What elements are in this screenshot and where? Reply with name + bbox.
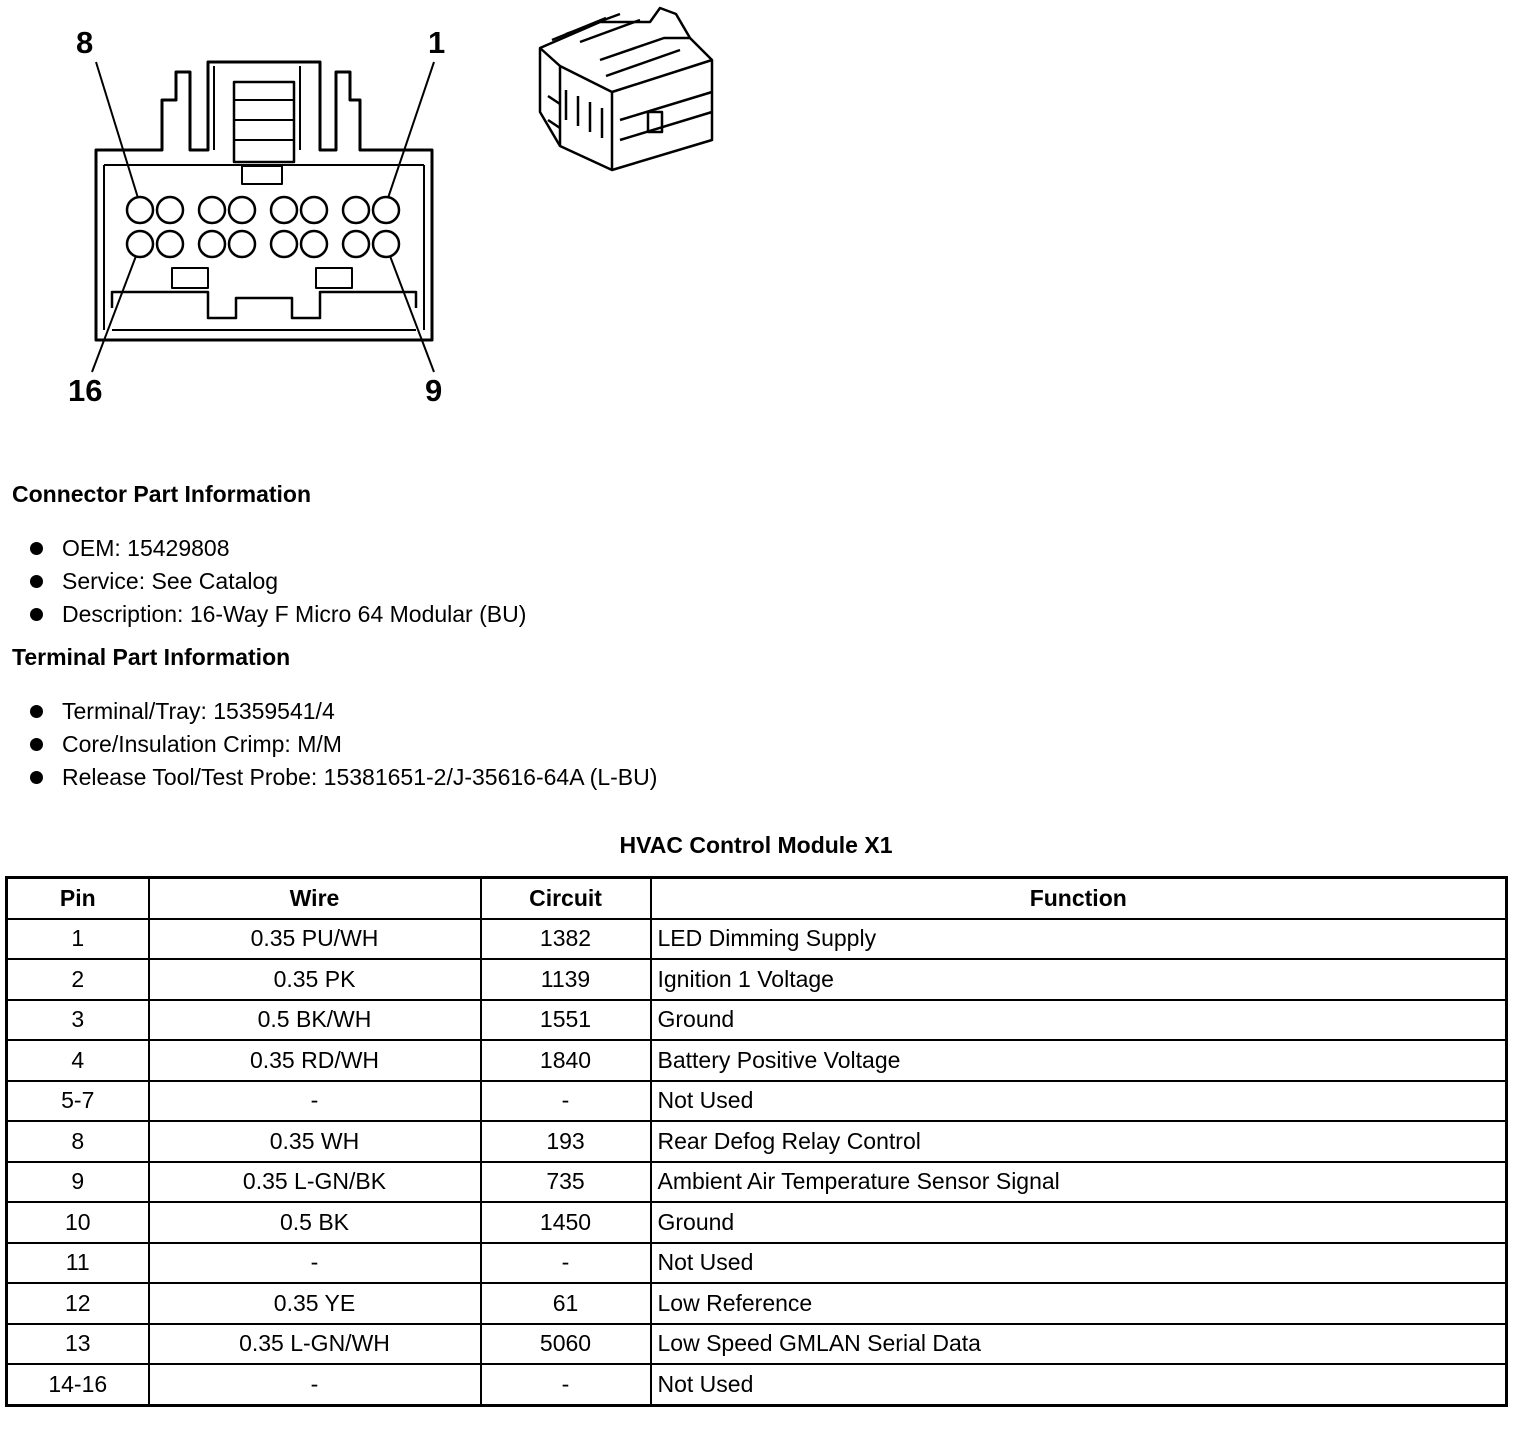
cell-pin: 11 [7, 1243, 149, 1284]
bullet-icon [30, 575, 43, 588]
cell-function: Not Used [651, 1243, 1507, 1284]
cell-wire: 0.5 BK [149, 1202, 481, 1243]
cell-function: Not Used [651, 1081, 1507, 1122]
terminal-crimp: Core/Insulation Crimp: M/M [62, 731, 342, 757]
cell-circuit: 1139 [481, 959, 651, 1000]
table-row [7, 1000, 1507, 1041]
cell-circuit: - [481, 1081, 651, 1122]
cell-circuit: - [481, 1364, 651, 1405]
cell-wire: - [149, 1364, 481, 1405]
cell-function: Battery Positive Voltage [651, 1040, 1507, 1081]
terminal-info-heading: Terminal Part Information [12, 644, 291, 670]
cell-wire: 0.5 BK/WH [149, 1000, 481, 1041]
cell-function: Ground [651, 1000, 1507, 1041]
cell-wire: 0.35 L-GN/WH [149, 1324, 481, 1365]
table-row [7, 1121, 1507, 1162]
table-row [7, 1283, 1507, 1324]
cell-wire: - [149, 1081, 481, 1122]
bullet-icon [30, 771, 43, 784]
header-function: Function [651, 878, 1507, 919]
cell-function: Ambient Air Temperature Sensor Signal [651, 1162, 1507, 1203]
header-pin: Pin [7, 878, 149, 919]
pinout-table [5, 876, 1508, 1407]
connector-oem: OEM: 15429808 [62, 535, 230, 561]
cell-wire: 0.35 PU/WH [149, 919, 481, 960]
cell-wire: 0.35 WH [149, 1121, 481, 1162]
pin-callout-9: 9 [425, 373, 443, 408]
pin-callout-16: 16 [68, 373, 103, 408]
cell-pin: 10 [7, 1202, 149, 1243]
table-row [7, 1364, 1507, 1405]
cell-function: LED Dimming Supply [651, 919, 1507, 960]
header-circuit: Circuit [481, 878, 651, 919]
cell-function: Ground [651, 1202, 1507, 1243]
cell-pin: 14-16 [7, 1364, 149, 1405]
table-row [7, 1040, 1507, 1081]
cell-circuit: 5060 [481, 1324, 651, 1365]
cell-circuit: 1450 [481, 1202, 651, 1243]
connector-latch [234, 82, 294, 162]
cell-pin: 1 [7, 919, 149, 960]
cell-wire: 0.35 PK [149, 959, 481, 1000]
cell-pin: 9 [7, 1162, 149, 1203]
cell-circuit: 1551 [481, 1000, 651, 1041]
cell-wire: 0.35 RD/WH [149, 1040, 481, 1081]
table-row [7, 1202, 1507, 1243]
bullet-icon [30, 738, 43, 751]
pin-cavities [127, 197, 399, 257]
connector-description: Description: 16-Way F Micro 64 Modular (BU) [62, 601, 527, 627]
cell-wire: - [149, 1243, 481, 1284]
cell-pin: 3 [7, 1000, 149, 1041]
table-row [7, 959, 1507, 1000]
cell-pin: 8 [7, 1121, 149, 1162]
table-title: HVAC Control Module X1 [619, 832, 893, 858]
cell-pin: 12 [7, 1283, 149, 1324]
cell-pin: 13 [7, 1324, 149, 1365]
connector-face-diagram [0, 0, 760, 420]
cell-circuit: 735 [481, 1162, 651, 1203]
cell-circuit: 61 [481, 1283, 651, 1324]
bullet-icon [30, 608, 43, 621]
table-row [7, 919, 1507, 960]
cell-function: Low Speed GMLAN Serial Data [651, 1324, 1507, 1365]
table-header-row [7, 878, 1507, 919]
connector-isometric-view [540, 8, 712, 170]
leader-line-pin-16 [92, 256, 136, 372]
cell-function: Not Used [651, 1364, 1507, 1405]
leader-line-pin-1 [388, 62, 434, 198]
cell-pin: 5-7 [7, 1081, 149, 1122]
cell-pin: 2 [7, 959, 149, 1000]
cell-pin: 4 [7, 1040, 149, 1081]
cell-circuit: 1382 [481, 919, 651, 960]
cell-circuit: - [481, 1243, 651, 1284]
terminal-tray: Terminal/Tray: 15359541/4 [62, 698, 335, 724]
table-row [7, 1324, 1507, 1365]
cell-wire: 0.35 YE [149, 1283, 481, 1324]
table-row [7, 1162, 1507, 1203]
bullet-icon [30, 705, 43, 718]
pin-callout-1: 1 [428, 25, 446, 60]
cell-wire: 0.35 L-GN/BK [149, 1162, 481, 1203]
pin-callout-8: 8 [76, 25, 94, 60]
cell-circuit: 193 [481, 1121, 651, 1162]
cell-function: Rear Defog Relay Control [651, 1121, 1507, 1162]
table-row [7, 1243, 1507, 1284]
leader-line-pin-8 [96, 62, 138, 198]
table-row [7, 1081, 1507, 1122]
bullet-icon [30, 542, 43, 555]
cell-function: Low Reference [651, 1283, 1507, 1324]
connector-info-heading: Connector Part Information [12, 481, 312, 507]
terminal-release-tool: Release Tool/Test Probe: 15381651-2/J-35616-64A (L-BU) [62, 764, 658, 790]
header-wire: Wire [149, 878, 481, 919]
leader-line-pin-9 [390, 256, 434, 372]
connector-service: Service: See Catalog [62, 568, 279, 594]
cell-function: Ignition 1 Voltage [651, 959, 1507, 1000]
cell-circuit: 1840 [481, 1040, 651, 1081]
